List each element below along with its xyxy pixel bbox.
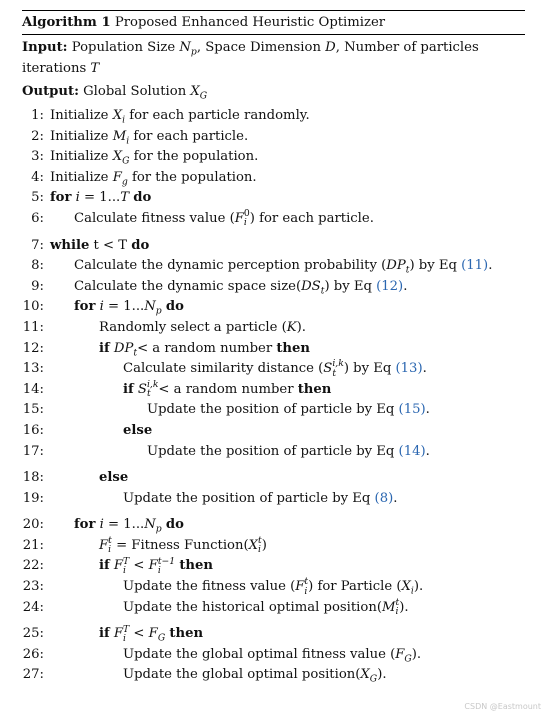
output-label: Output: [22, 84, 79, 99]
step-5: 5: for i = 1...T do [31, 190, 152, 206]
step-1: 1: Initialize $X_i$ for each particle randomly. [31, 108, 310, 126]
step-19: 19: Update the position of particle by Eq (8). [22, 490, 398, 506]
algorithm-box [22, 10, 525, 686]
eq-12-link[interactable]: (12) [376, 278, 404, 294]
step-6: 6: Calculate fitness value (F 0 i ) for each particle. [31, 208, 374, 229]
step-2: 2: Initialize $M_i$ for each particle. [31, 128, 249, 147]
eq-15-link[interactable]: (15) [398, 402, 426, 418]
step-23: 23: Update the fitness value (F t i ) for Particle $(X_i)$. [22, 576, 424, 597]
output-spec: Output: Global Solution $X_G$ [22, 84, 208, 102]
step-16: 16: else [22, 422, 153, 438]
step-21: 21: F t i = Fitness Function(X t i ) [22, 535, 267, 556]
input-spec: Input: Population Size $N_p$, Space Dimension D, Number of particles iterations T [22, 40, 479, 76]
watermark: CSDN @Eastmount [464, 702, 541, 711]
eq-14-link[interactable]: (14) [398, 443, 426, 459]
step-9: 9: Calculate the dynamic space $size(DS_t)$ by Eq (12). [31, 278, 408, 297]
step-25: 25: if F T i < $F_G$ then [22, 623, 204, 644]
step-14: 14: if S i,k t < a random number then [22, 378, 332, 400]
algorithm-steps [22, 102, 525, 686]
step-3: 3: Initialize $X_G$ for the population. [31, 149, 259, 167]
step-20: 20: for $i = 1...N_p$ do [22, 517, 184, 535]
step-22: 22: if F T i < F t−1 i then [22, 555, 214, 576]
step-24: 24: Update the historical optimal position(M t i ). [22, 596, 409, 618]
step-27: 27: Update the global optimal $position(X_G)$. [22, 667, 387, 686]
step-26: 26: Update the global optimal fitness value $(F_G)$. [22, 646, 422, 665]
algorithm-label: Algorithm 1 [22, 15, 111, 30]
algorithm-title [22, 11, 525, 34]
input-label: Input: [22, 40, 68, 55]
step-7: 7: while t < T do [31, 237, 150, 253]
step-17: 17: Update the position of particle by Eq (14). [22, 443, 430, 459]
algorithm-name: Proposed Enhanced Heuristic Optimizer [114, 15, 386, 30]
eq-8-link[interactable]: (8) [374, 490, 394, 506]
step-11: 11: Randomly select a particle (K). [22, 319, 306, 335]
step-15: 15: Update the position of particle by Eq (15). [22, 402, 430, 418]
step-18: 18: else [22, 470, 129, 486]
eq-11-link[interactable]: (11) [461, 258, 489, 274]
step-10: 10: for $i = 1...N_p$ do [22, 299, 184, 317]
step-4: 4: Initialize $F_g$ for the population. [31, 169, 257, 188]
eq-13-link[interactable]: (13) [395, 361, 423, 377]
step-13: 13: Calculate similarity distance (S i,k t ) by Eq (13). [22, 358, 427, 379]
step-12: 12: if $DP_t< a$ random number then [22, 340, 311, 359]
step-8: 8: Calculate the dynamic perception probability $(DP_t)$ by Eq (11). [31, 258, 493, 276]
